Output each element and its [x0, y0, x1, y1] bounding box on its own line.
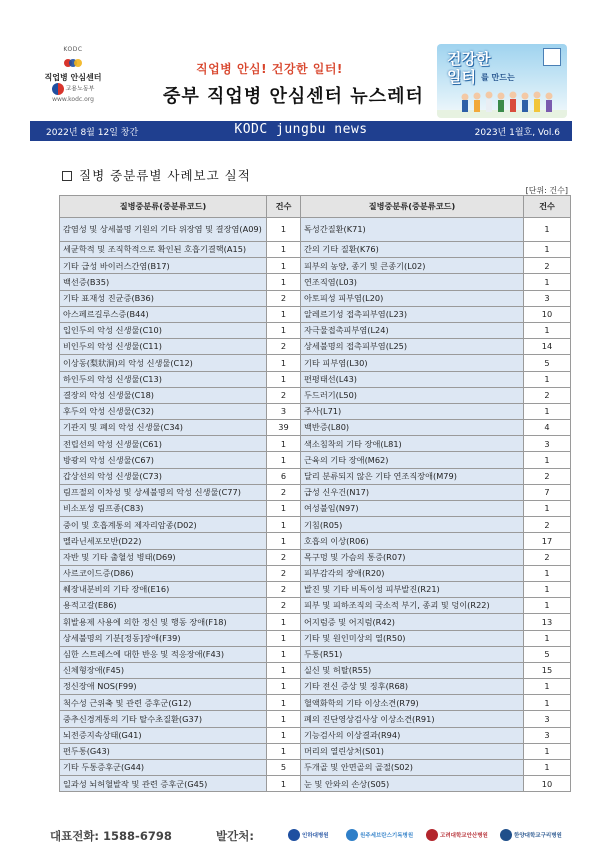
table-row [60, 776, 571, 792]
right-count-cell: 1 [524, 679, 571, 695]
right-category-cell: 피부 및 피하조직의 국소적 부기, 종괴 및 덩이(R22) [301, 598, 524, 614]
issue-number: 2023년 1월호, Vol.6 [474, 128, 560, 138]
right-category-cell: 실신 및 허탈(R55) [301, 662, 524, 678]
table-row [60, 452, 571, 468]
header-right-count: 건수 [524, 196, 571, 218]
phone-number: 대표전화: 1588-6798 [50, 829, 172, 843]
table-row [60, 501, 571, 517]
right-category-cell: 호흡의 이상(R06) [301, 533, 524, 549]
right-count-cell: 5 [524, 646, 571, 662]
section-title [62, 166, 251, 184]
left-count-cell: 1 [267, 501, 301, 517]
right-count-cell: 1 [524, 274, 571, 290]
table-row [60, 371, 571, 387]
left-category-cell: 휘발용제 사용에 의한 정신 및 행동 장애(F18) [60, 614, 267, 630]
right-count-cell: 13 [524, 614, 571, 630]
table-row [60, 387, 571, 403]
left-category-cell: 비소포성 림프종(C83) [60, 501, 267, 517]
left-count-cell: 2 [267, 339, 301, 355]
left-category-cell: 용적고갈(E86) [60, 598, 267, 614]
left-count-cell: 1 [267, 322, 301, 338]
right-count-cell: 1 [524, 630, 571, 646]
left-count-cell: 1 [267, 776, 301, 792]
healthy-workplace-banner [437, 44, 567, 118]
left-count-cell: 2 [267, 565, 301, 581]
org-inha-hospital [288, 827, 329, 843]
left-count-cell: 1 [267, 727, 301, 743]
logo-ministry-text: 고용노동부 [65, 85, 95, 93]
left-category-cell: 멜라닌세포모반(D22) [60, 533, 267, 549]
table-row [60, 420, 571, 436]
table-row [60, 662, 571, 678]
right-count-cell: 1 [524, 501, 571, 517]
right-category-cell: 기능검사의 이상결과(R94) [301, 727, 524, 743]
newsletter-title: 중부 직업병 안심센터 뉴스레터 [163, 86, 424, 107]
right-count-cell: 10 [524, 776, 571, 792]
right-category-cell: 발진 및 기타 비특이성 피부발진(R21) [301, 581, 524, 597]
org-name: 고려대학교안산병원 [440, 833, 488, 839]
left-category-cell: 방광의 악성 신생물(C67) [60, 452, 267, 468]
right-category-cell: 자극물접촉피부염(L24) [301, 322, 524, 338]
right-count-cell: 1 [524, 218, 571, 242]
header [0, 0, 600, 118]
left-count-cell: 1 [267, 711, 301, 727]
left-category-cell: 감염성 및 상세불명 기원의 기타 위장염 및 결장염(A09) [60, 218, 267, 242]
table-row [60, 646, 571, 662]
left-count-cell: 3 [267, 403, 301, 419]
section-title-text: 질병 중분류별 사례보고 실적 [79, 168, 251, 183]
right-count-cell: 5 [524, 355, 571, 371]
left-category-cell: 신체형장애(F45) [60, 662, 267, 678]
right-category-cell: 기타 및 원인미상의 열(R50) [301, 630, 524, 646]
right-category-cell: 기타 전신 증상 및 징후(R68) [301, 679, 524, 695]
right-category-cell: 눈 및 안와의 손상(S05) [301, 776, 524, 792]
right-count-cell: 14 [524, 339, 571, 355]
org-name: 원주세브란스기독병원 [360, 833, 414, 839]
left-category-cell: 림프절의 이차성 및 상세불명의 악성 신생물(C77) [60, 484, 267, 500]
right-category-cell: 기타 피부염(L30) [301, 355, 524, 371]
right-category-cell: 연조직염(L03) [301, 274, 524, 290]
left-category-cell: 기타 표재성 진균증(B36) [60, 290, 267, 306]
left-count-cell: 6 [267, 468, 301, 484]
left-category-cell: 중추신경계통의 기타 탈수초질환(G37) [60, 711, 267, 727]
org-wonju-severance [346, 827, 413, 843]
left-category-cell: 편두통(G43) [60, 743, 267, 759]
left-category-cell: 기타 두통증후군(G44) [60, 760, 267, 776]
table-row [60, 322, 571, 338]
left-category-cell: 일과성 뇌허혈발작 및 관련 증후군(G45) [60, 776, 267, 792]
table-row [60, 695, 571, 711]
right-category-cell: 여성불임(N97) [301, 501, 524, 517]
left-category-cell: 뇌전증지속상태(G41) [60, 727, 267, 743]
right-category-cell: 근육의 기타 장애(M62) [301, 452, 524, 468]
right-category-cell: 혈액화학의 기타 이상소견(R79) [301, 695, 524, 711]
right-count-cell: 2 [524, 549, 571, 565]
left-category-cell: 결장의 악성 신생물(C18) [60, 387, 267, 403]
table-row [60, 290, 571, 306]
checkbox-square-icon [62, 171, 72, 181]
right-count-cell: 2 [524, 258, 571, 274]
left-category-cell: 입인두의 악성 신생물(C10) [60, 322, 267, 338]
table-row [60, 614, 571, 630]
newsletter-info-bar [30, 121, 572, 141]
footer [30, 821, 572, 849]
left-count-cell: 1 [267, 306, 301, 322]
table-row [60, 743, 571, 759]
right-count-cell: 1 [524, 598, 571, 614]
logo-mark-icon [64, 58, 82, 68]
hospital-logo-icon [426, 829, 438, 841]
unit-label: [단위: 건수] [525, 186, 568, 195]
left-category-cell: 후두의 악성 신생물(C32) [60, 403, 267, 419]
left-count-cell: 1 [267, 646, 301, 662]
right-category-cell: 폐의 진단영상검사상 이상소견(R91) [301, 711, 524, 727]
left-category-cell: 아스페르길루스증(B44) [60, 306, 267, 322]
left-count-cell: 1 [267, 355, 301, 371]
table-row [60, 403, 571, 419]
left-category-cell: 정신장애 NOS(F99) [60, 679, 267, 695]
banner-line1: 건강한 [447, 50, 491, 68]
left-category-cell: 상세불명의 기분[정동]장애(F39) [60, 630, 267, 646]
left-category-cell: 세균학적 및 조직학적으로 확인된 호흡기결핵(A15) [60, 242, 267, 258]
right-count-cell: 1 [524, 242, 571, 258]
right-count-cell: 3 [524, 727, 571, 743]
left-count-cell: 2 [267, 290, 301, 306]
disease-case-table [59, 195, 571, 792]
table-row [60, 549, 571, 565]
right-category-cell: 두통(R51) [301, 646, 524, 662]
table-row [60, 355, 571, 371]
left-count-cell: 1 [267, 218, 301, 242]
right-category-cell: 상세불명의 접촉피부염(L25) [301, 339, 524, 355]
left-count-cell: 1 [267, 371, 301, 387]
left-count-cell: 1 [267, 436, 301, 452]
left-count-cell: 1 [267, 533, 301, 549]
government-emblem-icon [52, 83, 64, 95]
table-row [60, 533, 571, 549]
right-category-cell: 피부감각의 장애(R20) [301, 565, 524, 581]
left-count-cell: 1 [267, 743, 301, 759]
right-count-cell: 3 [524, 436, 571, 452]
right-category-cell: 두드러기(L50) [301, 387, 524, 403]
table-row [60, 436, 571, 452]
table-row [60, 218, 571, 242]
right-category-cell: 색소침착의 기타 장애(L81) [301, 436, 524, 452]
left-category-cell: 척수성 근위축 및 관련 증후군(G12) [60, 695, 267, 711]
left-count-cell: 1 [267, 517, 301, 533]
table-row [60, 339, 571, 355]
left-category-cell: 하인두의 악성 신생물(C13) [60, 371, 267, 387]
left-category-cell: 비인두의 악성 신생물(C11) [60, 339, 267, 355]
banner-line3: 를 만드는 [481, 73, 515, 82]
right-category-cell: 독성간질환(K71) [301, 218, 524, 242]
logo-url: www.kodc.org [52, 96, 94, 103]
kodc-logo [30, 46, 116, 112]
right-count-cell: 1 [524, 371, 571, 387]
right-category-cell: 머리의 열린상처(S01) [301, 743, 524, 759]
left-category-cell: 사르코이드증(D86) [60, 565, 267, 581]
right-count-cell: 2 [524, 387, 571, 403]
left-count-cell: 2 [267, 484, 301, 500]
right-category-cell: 아토피성 피부염(L20) [301, 290, 524, 306]
table-header-row [60, 196, 571, 218]
header-left-count: 건수 [267, 196, 301, 218]
left-category-cell: 이상동(梨狀洞)의 악성 신생물(C12) [60, 355, 267, 371]
org-hanyang-univ-guri [500, 827, 562, 843]
right-count-cell: 3 [524, 290, 571, 306]
left-category-cell: 기타 급성 바이러스간염(B17) [60, 258, 267, 274]
table-row [60, 711, 571, 727]
left-count-cell: 1 [267, 662, 301, 678]
right-category-cell: 간의 기타 질환(K76) [301, 242, 524, 258]
org-korea-univ-ansan [426, 827, 488, 843]
left-count-cell: 2 [267, 549, 301, 565]
right-count-cell: 1 [524, 695, 571, 711]
left-count-cell: 5 [267, 760, 301, 776]
left-count-cell: 39 [267, 420, 301, 436]
left-category-cell: 심한 스트레스에 대한 반응 및 적응장애(F43) [60, 646, 267, 662]
table-row [60, 258, 571, 274]
banner-line2: 일터 [447, 68, 476, 86]
right-count-cell: 10 [524, 306, 571, 322]
left-category-cell: 중이 및 호흡계통의 제자리암종(D02) [60, 517, 267, 533]
right-count-cell: 15 [524, 662, 571, 678]
left-count-cell: 2 [267, 598, 301, 614]
left-category-cell: 자반 및 기타 출혈성 병태(D69) [60, 549, 267, 565]
issuer-label: 발간처: [216, 829, 254, 843]
left-count-cell: 1 [267, 695, 301, 711]
workers-illustration-icon [437, 88, 567, 118]
left-count-cell: 1 [267, 274, 301, 290]
right-count-cell: 17 [524, 533, 571, 549]
table-row [60, 630, 571, 646]
right-category-cell: 알레르기성 접촉피부염(L23) [301, 306, 524, 322]
table-row [60, 242, 571, 258]
right-count-cell: 1 [524, 322, 571, 338]
right-count-cell: 1 [524, 581, 571, 597]
table-row [60, 468, 571, 484]
newsletter-english-name: KODC jungbu news [234, 122, 368, 137]
left-category-cell: 갑상선의 악성 신생물(C73) [60, 468, 267, 484]
left-count-cell: 1 [267, 258, 301, 274]
right-category-cell: 주사(L71) [301, 403, 524, 419]
table-row [60, 679, 571, 695]
right-category-cell: 급성 신우건(N17) [301, 484, 524, 500]
left-count-cell: 1 [267, 452, 301, 468]
left-category-cell: 기관지 및 폐의 악성 신생물(C34) [60, 420, 267, 436]
left-category-cell: 전립선의 악성 신생물(C61) [60, 436, 267, 452]
right-count-cell: 7 [524, 484, 571, 500]
table-row [60, 565, 571, 581]
hospital-logo-icon [346, 829, 358, 841]
right-count-cell: 2 [524, 468, 571, 484]
left-count-cell: 1 [267, 242, 301, 258]
left-category-cell: 췌장내분비의 기타 장애(E16) [60, 581, 267, 597]
banner-badge-icon [543, 48, 561, 66]
table-row [60, 274, 571, 290]
right-count-cell: 4 [524, 420, 571, 436]
table-row [60, 760, 571, 776]
logo-kodc-text: KODC [63, 46, 83, 53]
right-count-cell: 1 [524, 565, 571, 581]
table-body [60, 218, 571, 792]
right-count-cell: 2 [524, 517, 571, 533]
table-row [60, 484, 571, 500]
right-category-cell: 편평태선(L43) [301, 371, 524, 387]
left-category-cell: 백선증(B35) [60, 274, 267, 290]
table-row [60, 306, 571, 322]
right-category-cell: 목구멍 및 가슴의 통증(R07) [301, 549, 524, 565]
left-count-cell: 2 [267, 581, 301, 597]
hospital-logo-icon [500, 829, 512, 841]
header-left-category: 질병중분류(중분류코드) [60, 196, 267, 218]
header-right-category: 질병중분류(중분류코드) [301, 196, 524, 218]
table-row [60, 598, 571, 614]
right-count-cell: 1 [524, 743, 571, 759]
right-category-cell: 어지럼증 및 어지럼(R42) [301, 614, 524, 630]
org-name: 한양대학교구리병원 [514, 833, 562, 839]
logo-ministry [30, 83, 116, 95]
right-category-cell: 달리 분류되지 않은 기타 연조직장애(M79) [301, 468, 524, 484]
table-row [60, 517, 571, 533]
table-row [60, 727, 571, 743]
left-count-cell: 1 [267, 630, 301, 646]
org-name: 인하대병원 [302, 833, 329, 839]
right-category-cell: 피부의 농양, 종기 및 큰종기(L02) [301, 258, 524, 274]
right-count-cell: 1 [524, 760, 571, 776]
right-count-cell: 1 [524, 403, 571, 419]
tagline: 직업병 안심! 건강한 일터! [196, 62, 343, 76]
left-count-cell: 1 [267, 679, 301, 695]
hospital-logo-icon [288, 829, 300, 841]
logo-center-name: 직업병 안심센터 [44, 73, 102, 82]
right-category-cell: 기침(R05) [301, 517, 524, 533]
right-category-cell: 백반증(L80) [301, 420, 524, 436]
founded-date: 2022년 8월 12일 창간 [46, 128, 139, 138]
table-row [60, 581, 571, 597]
right-count-cell: 3 [524, 711, 571, 727]
left-count-cell: 2 [267, 387, 301, 403]
right-count-cell: 1 [524, 452, 571, 468]
left-count-cell: 1 [267, 614, 301, 630]
right-category-cell: 두개골 및 안면골의 골절(S02) [301, 760, 524, 776]
